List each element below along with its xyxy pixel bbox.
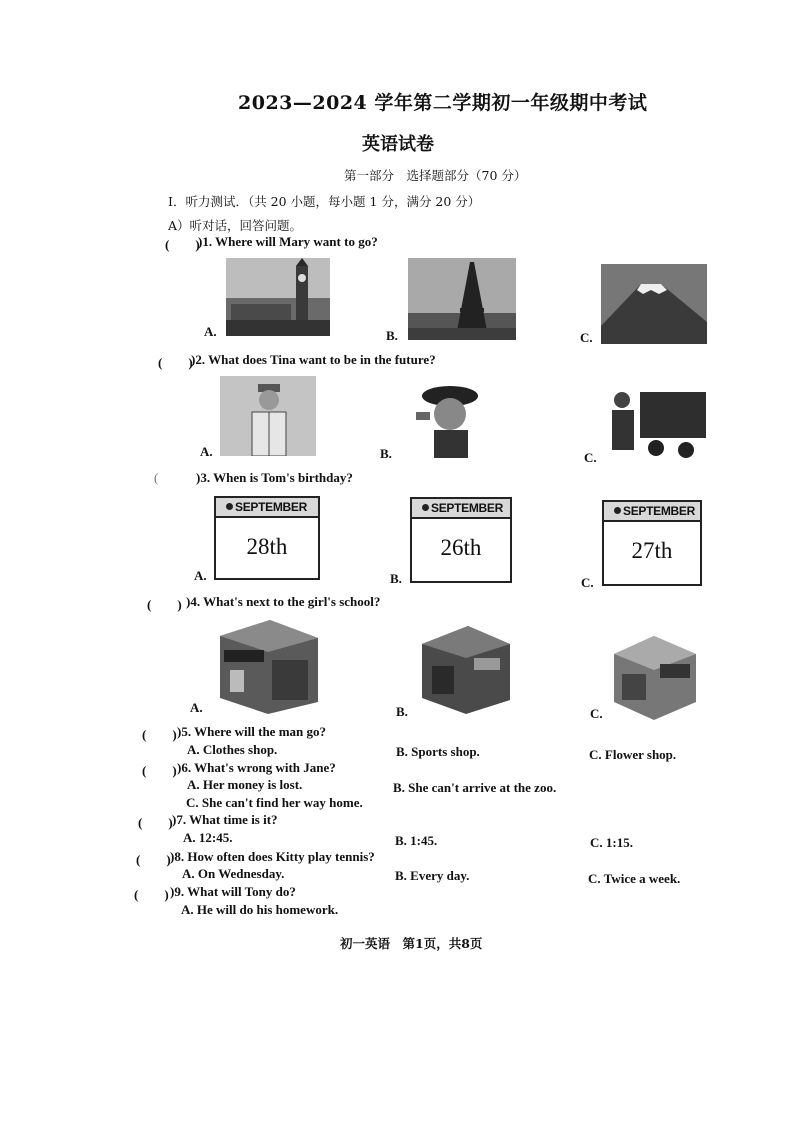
option-c[interactable]: C. Flower shop. bbox=[589, 747, 677, 762]
question-5: )5. Where will the man go? bbox=[177, 724, 327, 739]
option-label: B. bbox=[380, 446, 392, 461]
answer-blank[interactable]: ( ) bbox=[134, 887, 169, 902]
option-a[interactable]: A. Clothes shop. bbox=[187, 742, 278, 757]
option-label: B. bbox=[390, 571, 402, 586]
question-7: )7. What time is it? bbox=[172, 812, 278, 827]
option-label: C. bbox=[590, 706, 603, 721]
question-4: )4. What's next to the girl's school? bbox=[186, 594, 381, 609]
option-b[interactable]: B. 1:45. bbox=[395, 833, 438, 848]
calendar-card bbox=[602, 500, 702, 586]
option-a[interactable]: A. Her money is lost. bbox=[187, 777, 303, 792]
option-label: A. bbox=[200, 444, 213, 459]
option-a[interactable]: A. He will do his homework. bbox=[181, 902, 339, 917]
calendar-month: SEPTEMBER bbox=[623, 504, 695, 518]
eiffel-tower-icon bbox=[408, 258, 516, 340]
calendar-day: 27th bbox=[631, 538, 673, 563]
question-1: )1. Where will Mary want to go? bbox=[198, 234, 378, 249]
option-label: B. bbox=[386, 328, 398, 343]
mount-fuji-icon bbox=[601, 264, 707, 344]
option-label: A. bbox=[190, 700, 203, 715]
answer-blank[interactable]: ( ) bbox=[158, 355, 193, 370]
teacher-icon bbox=[604, 386, 706, 464]
section-subheading: A）听对话，回答问题。 bbox=[168, 218, 303, 233]
question-8: )8. How often does Kitty play tennis? bbox=[170, 849, 375, 864]
paper-subtitle: 英语试卷 bbox=[362, 134, 434, 155]
police-officer-icon bbox=[402, 382, 492, 462]
shop-icon bbox=[418, 622, 512, 714]
question-2: )2. What does Tina want to be in the future? bbox=[191, 352, 436, 367]
option-label: B. bbox=[396, 704, 408, 719]
calendar-day: 28th bbox=[246, 534, 288, 559]
option-b[interactable]: B. She can't arrive at the zoo. bbox=[393, 780, 557, 795]
calendar-card bbox=[410, 497, 512, 583]
answer-blank[interactable]: ( ) bbox=[142, 727, 177, 742]
doctor-icon bbox=[220, 376, 316, 456]
option-label: A. bbox=[204, 324, 217, 339]
answer-blank[interactable]: ( ) bbox=[142, 763, 177, 778]
option-c[interactable]: C. Twice a week. bbox=[588, 871, 681, 886]
big-ben-icon bbox=[226, 258, 330, 336]
page-footer: 初一英语 第1页，共8页 bbox=[340, 936, 483, 951]
part-heading: 第一部分 选择题部分（70 分） bbox=[344, 168, 527, 183]
answer-blank[interactable]: ( ) bbox=[165, 237, 200, 252]
option-c[interactable]: C. She can't find her way home. bbox=[186, 795, 363, 810]
answer-blank[interactable]: ( ) bbox=[138, 815, 173, 830]
exam-title: 2023—2024 学年第二学期初一年级期中考试 bbox=[238, 92, 648, 114]
store-icon bbox=[610, 632, 698, 720]
option-label: C. bbox=[580, 330, 593, 345]
option-label: A. bbox=[194, 568, 207, 583]
question-6: )6. What's wrong with Jane? bbox=[177, 760, 336, 775]
option-b[interactable]: B. Sports shop. bbox=[396, 744, 480, 759]
section-heading: I．听力测试．（共 20 小题，每小题 1 分，满分 20 分） bbox=[168, 194, 481, 209]
option-b[interactable]: B. Every day. bbox=[395, 868, 470, 883]
option-a[interactable]: A. 12:45. bbox=[183, 830, 233, 845]
calendar-month: SEPTEMBER bbox=[235, 500, 307, 514]
option-label: C. bbox=[584, 450, 597, 465]
calendar-month: SEPTEMBER bbox=[431, 501, 503, 515]
answer-blank[interactable]: ( ) bbox=[136, 852, 171, 867]
question-9: )9. What will Tony do? bbox=[170, 884, 296, 899]
option-label: C. bbox=[581, 575, 594, 590]
question-3: )3. When is Tom's birthday? bbox=[196, 470, 353, 485]
answer-blank-mark[interactable]: ( bbox=[154, 470, 159, 485]
option-c[interactable]: C. 1:15. bbox=[590, 835, 633, 850]
answer-blank[interactable]: ( ) bbox=[147, 597, 182, 612]
option-a[interactable]: A. On Wednesday. bbox=[182, 866, 285, 881]
calendar-card bbox=[214, 496, 320, 580]
calendar-day: 26th bbox=[440, 535, 482, 560]
building-icon bbox=[210, 616, 322, 714]
